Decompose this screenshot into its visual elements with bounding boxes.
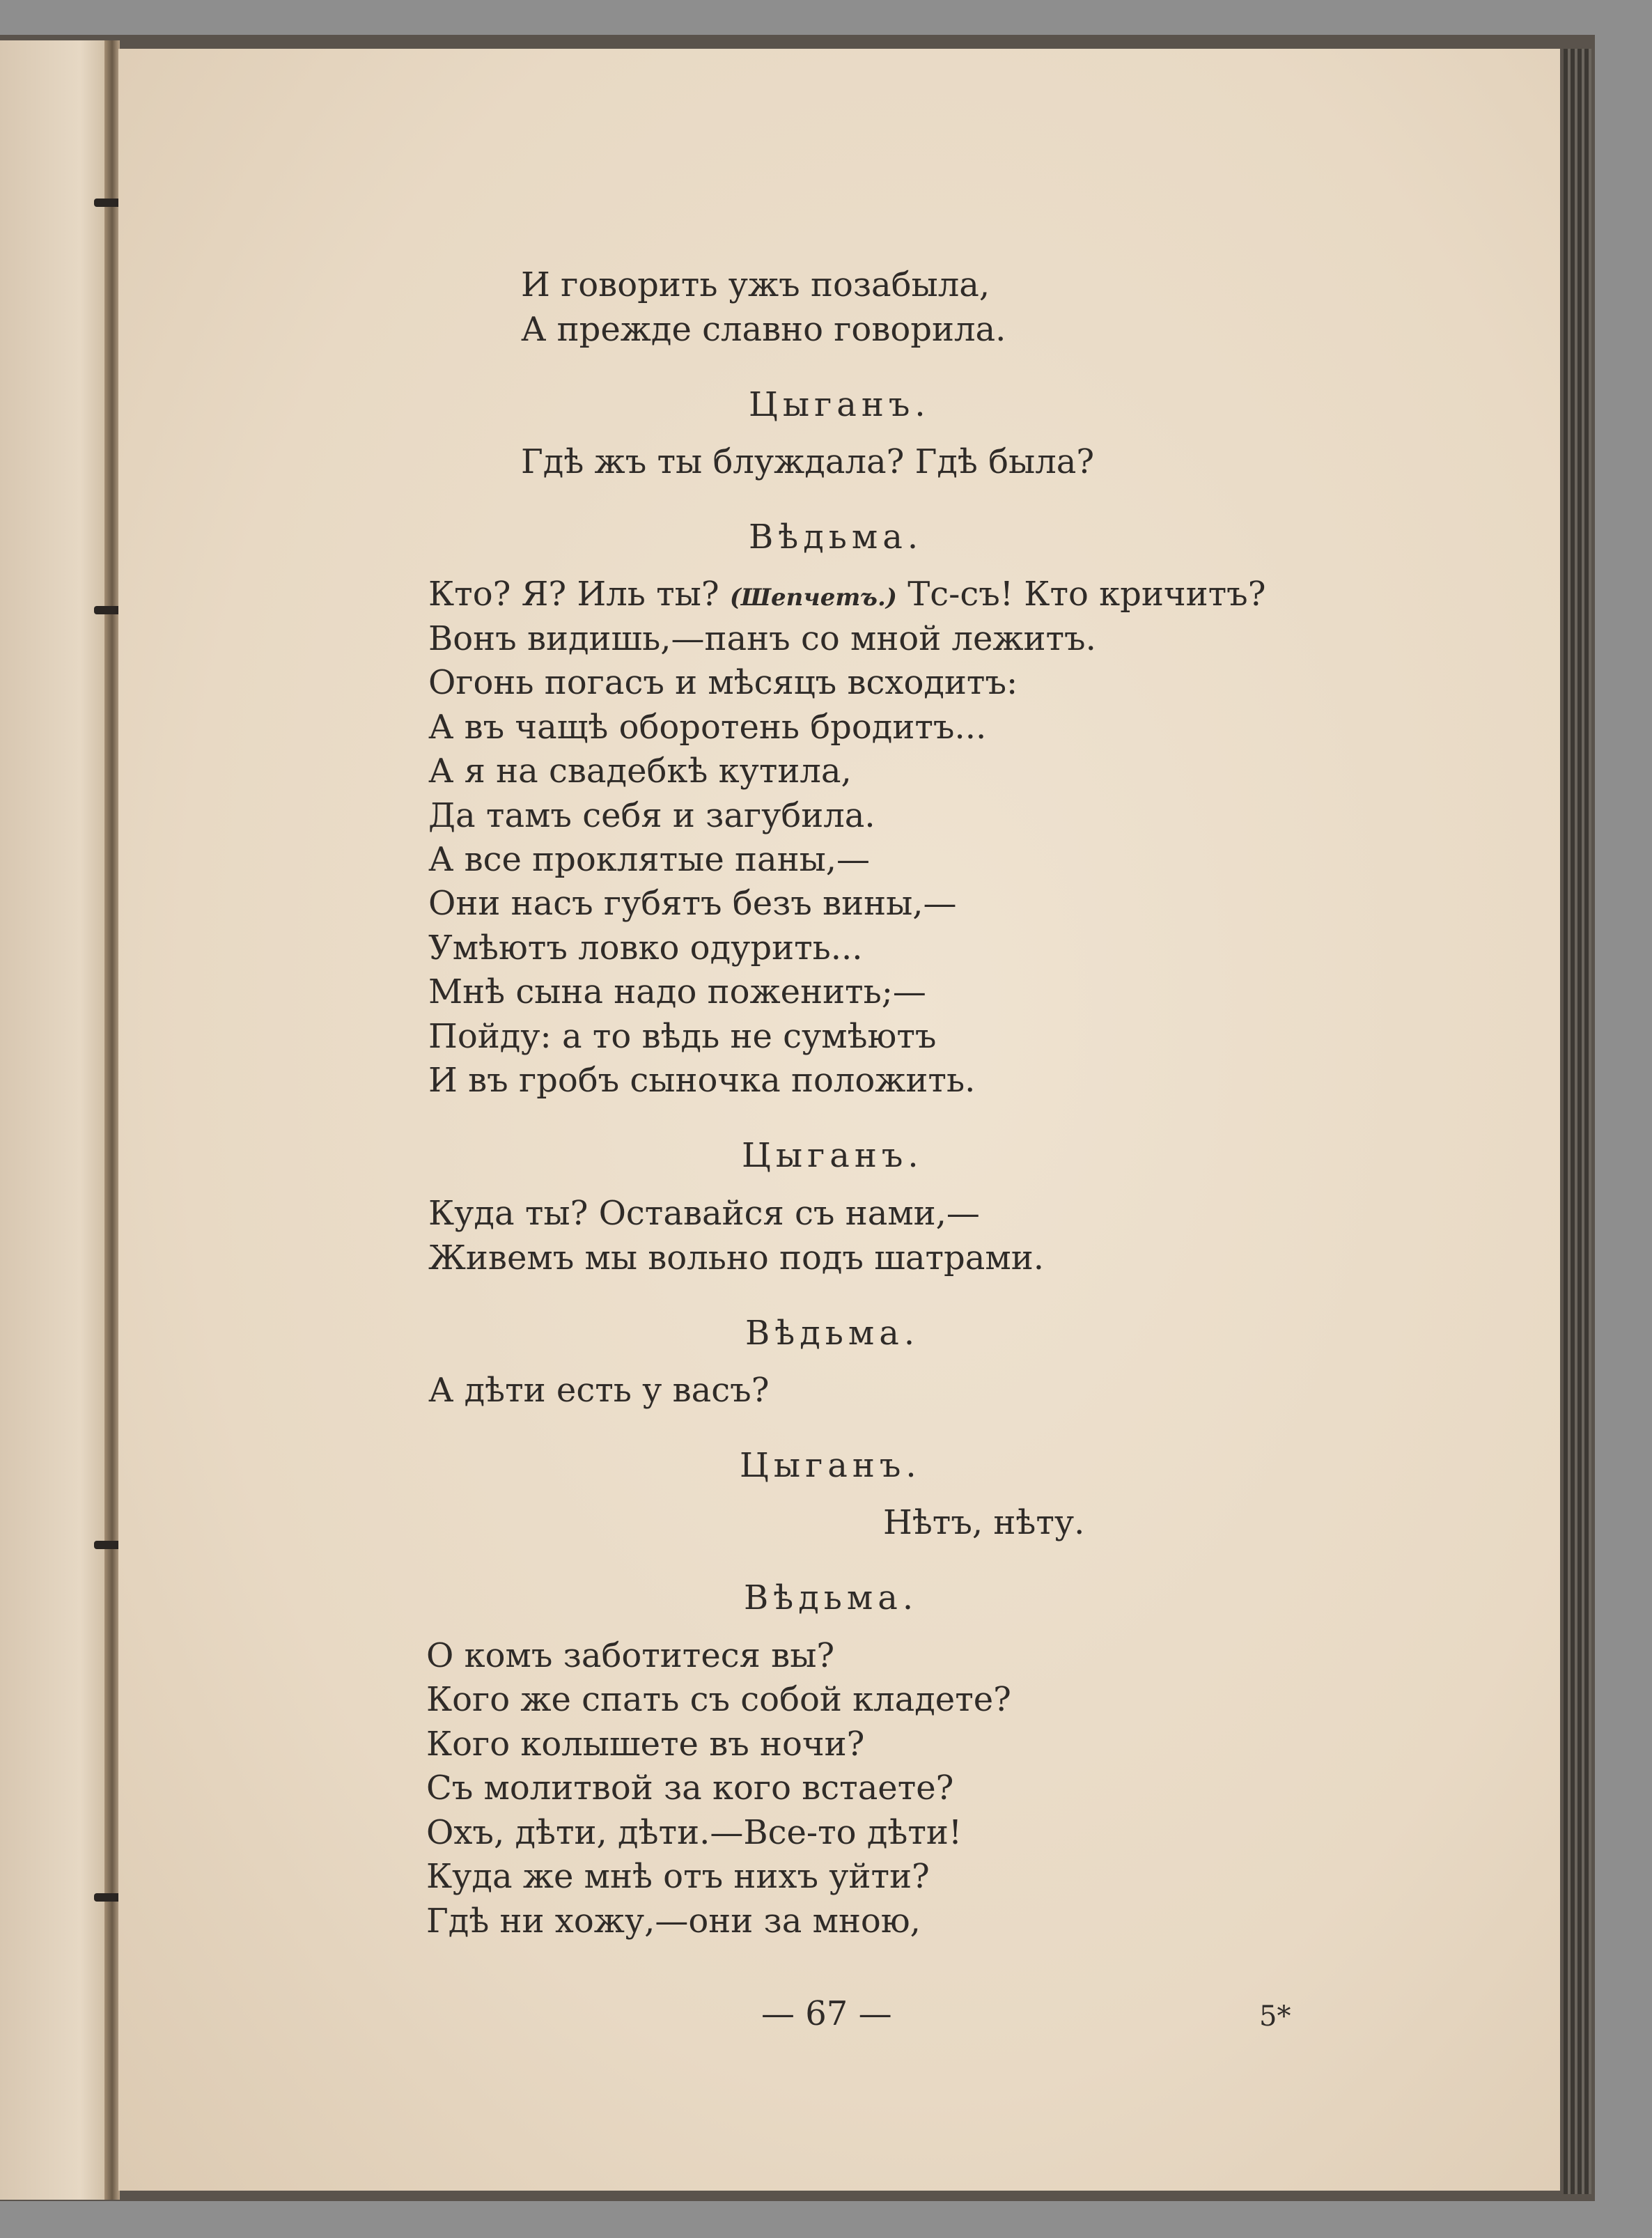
verse-line: Куда ты? Оставайся съ нами,— <box>428 1194 980 1233</box>
verse-line: Охъ, дѣти, дѣти.—Все-то дѣти! <box>426 1813 963 1852</box>
verse-line: Пойду: а то вѣдь не сумѣютъ <box>428 1017 937 1056</box>
page-stack-edge <box>1564 49 1591 2194</box>
verse-line: Куда же мнѣ отъ нихъ уйти? <box>426 1857 930 1896</box>
verse-line: И говорить ужъ позабыла, <box>521 265 990 304</box>
verse-line: Огонь погасъ и мѣсяцъ всходитъ: <box>428 663 1018 702</box>
speaker-name: Цыганъ. <box>742 1136 924 1175</box>
page-number: — 67 — <box>761 1994 892 2033</box>
speaker-name: Цыганъ. <box>740 1446 921 1485</box>
speaker-name: Вѣдьма. <box>744 1578 919 1617</box>
verse-line: Кого же спать съ собой кладете? <box>426 1680 1011 1719</box>
verse-line: Они насъ губятъ безъ вины,— <box>428 884 957 923</box>
verse-line: Мнѣ сына надо поженить;— <box>428 972 926 1011</box>
verse-line: Кого колышете въ ночи? <box>426 1725 865 1764</box>
signature-mark: 5* <box>1259 2000 1291 2033</box>
left-page-edge <box>0 40 115 2200</box>
verse-line: Живемъ мы вольно подъ шатрами. <box>428 1238 1044 1277</box>
verse-line: О комъ заботитеся вы? <box>426 1636 835 1675</box>
verse-line <box>428 573 1265 621</box>
speaker-name: Цыганъ. <box>749 385 930 424</box>
verse-line-end: Тс-съ! Кто кричитъ? <box>896 575 1266 614</box>
verse-line: А въ чащѣ оборотень бродитъ... <box>428 708 987 747</box>
verse-line: А дѣти есть у васъ? <box>428 1371 770 1410</box>
verse-line: Нѣтъ, нѣту. <box>883 1503 1085 1542</box>
verse-line: И въ гробъ сыночка положить. <box>428 1061 976 1100</box>
verse-line: А прежде славно говорила. <box>521 310 1006 349</box>
verse-line: А я на свадебкѣ кутила, <box>428 752 852 791</box>
stage-direction: (Шепчетъ.) <box>729 584 897 612</box>
verse-line-start: Кто? Я? Иль ты? <box>428 575 730 614</box>
speaker-name: Вѣдьма. <box>749 518 924 557</box>
book-gutter <box>104 40 120 2200</box>
verse-line: Умѣютъ ловко одурить... <box>428 928 863 968</box>
verse-line: Гдѣ жъ ты блуждала? Гдѣ была? <box>521 442 1095 481</box>
verse-line: Вонъ видишь,—панъ со мной лежитъ. <box>428 619 1096 658</box>
verse-line: А все проклятые паны,— <box>428 840 871 879</box>
speaker-name: Вѣдьма. <box>745 1314 920 1353</box>
verse-line: Да тамъ себя и загубила. <box>428 796 875 835</box>
verse-line: Съ молитвой за кого встаете? <box>426 1769 954 1808</box>
verse-line: Гдѣ ни хожу,—они за мною, <box>426 1902 921 1941</box>
